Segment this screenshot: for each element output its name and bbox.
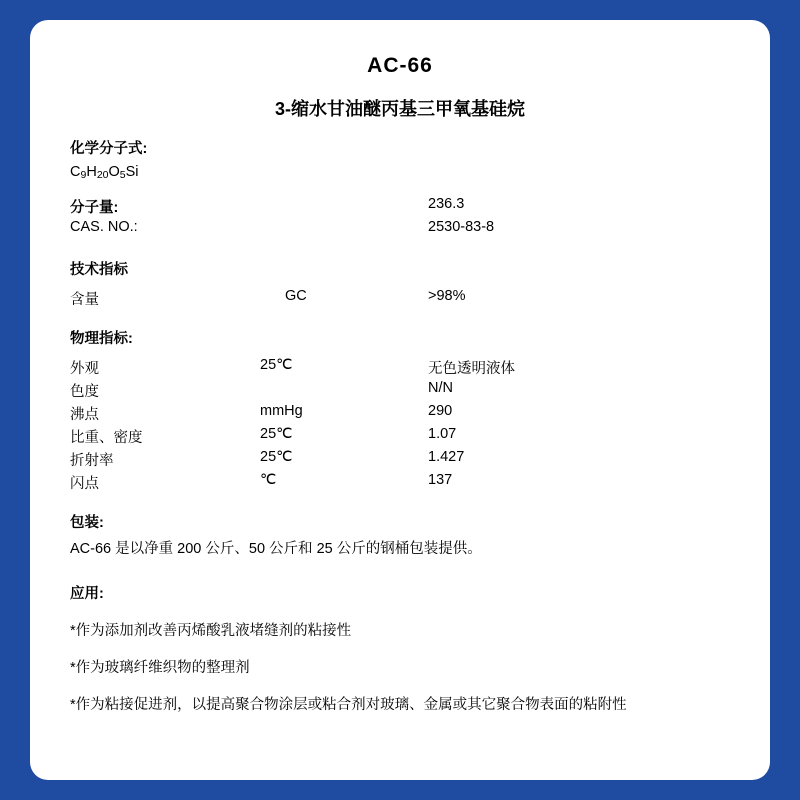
phys-row-value: N/N xyxy=(428,380,453,396)
phys-row-condition: 25℃ xyxy=(260,357,293,373)
packaging-section xyxy=(70,511,730,558)
tech-row-value: >98% xyxy=(428,288,466,304)
molecular-weight-row xyxy=(70,196,730,219)
phys-row-name: 折射率 xyxy=(70,453,114,469)
list-item: *作为粘接促进剂，以提高聚合物涂层或粘合剂对玻璃、金属或其它聚合物表面的粘附性 xyxy=(70,697,627,713)
phys-row-value: 1.07 xyxy=(428,426,457,442)
table-row xyxy=(70,472,730,495)
table-row xyxy=(70,380,730,403)
table-row xyxy=(70,449,730,472)
page-title: AC-66 xyxy=(367,54,433,77)
table-row xyxy=(70,357,730,380)
phys-row-name: 沸点 xyxy=(70,407,99,423)
formula-part-si: Si xyxy=(125,164,139,180)
formula-part-c: C xyxy=(70,164,81,180)
table-row xyxy=(70,403,730,426)
tech-row-method: GC xyxy=(285,288,307,304)
molecular-formula-value xyxy=(70,164,730,180)
list-item: *作为玻璃纤维织物的整理剂 xyxy=(70,660,250,676)
molecular-weight-value: 236.3 xyxy=(428,196,465,212)
formula-part-h: H xyxy=(86,164,97,180)
molecular-weight-label: 分子量: xyxy=(70,200,119,216)
product-datasheet-card xyxy=(30,20,770,780)
packaging-label: 包装: xyxy=(70,515,104,531)
phys-row-value: 1.427 xyxy=(428,449,465,465)
application-label: 应用: xyxy=(70,586,104,602)
formula-sub-20: 20 xyxy=(96,169,109,181)
phys-row-name: 闪点 xyxy=(70,476,99,492)
tech-row-name: 含量 xyxy=(70,292,99,308)
physical-specs-section xyxy=(70,327,730,495)
application-section xyxy=(70,582,730,714)
cas-label: CAS. NO.: xyxy=(70,219,138,235)
molecular-formula-label: 化学分子式: xyxy=(70,141,148,157)
phys-row-value: 290 xyxy=(428,403,453,419)
cas-row xyxy=(70,219,730,242)
phys-row-name: 外观 xyxy=(70,361,99,377)
list-item: *作为添加剂改善丙烯酸乳液堵缝剂的粘接性 xyxy=(70,623,352,639)
phys-row-condition: ℃ xyxy=(260,472,277,488)
cas-value: 2530-83-8 xyxy=(428,219,495,235)
molecular-formula-section xyxy=(70,137,730,180)
technical-specs-section xyxy=(70,258,730,311)
technical-specs-label: 技术指标 xyxy=(70,262,128,278)
table-row xyxy=(70,288,730,311)
identity-section xyxy=(70,196,730,242)
formula-part-o: O xyxy=(108,164,120,180)
phys-row-condition: 25℃ xyxy=(260,449,293,465)
phys-row-condition: mmHg xyxy=(260,403,303,419)
formula-sub-9: 9 xyxy=(80,169,87,181)
phys-row-value: 137 xyxy=(428,472,453,488)
formula-sub-5: 5 xyxy=(119,169,126,181)
phys-row-name: 比重、密度 xyxy=(70,430,143,446)
physical-specs-label: 物理指标: xyxy=(70,331,133,347)
phys-row-value: 无色透明液体 xyxy=(428,361,515,377)
table-row xyxy=(70,426,730,449)
packaging-text: AC-66 是以净重 200 公斤、50 公斤和 25 公斤的钢桶包装提供。 xyxy=(70,541,482,557)
product-chinese-name: 3-缩水甘油醚丙基三甲氧基硅烷 xyxy=(274,99,525,119)
phys-row-condition: 25℃ xyxy=(260,426,293,442)
phys-row-name: 色度 xyxy=(70,384,99,400)
